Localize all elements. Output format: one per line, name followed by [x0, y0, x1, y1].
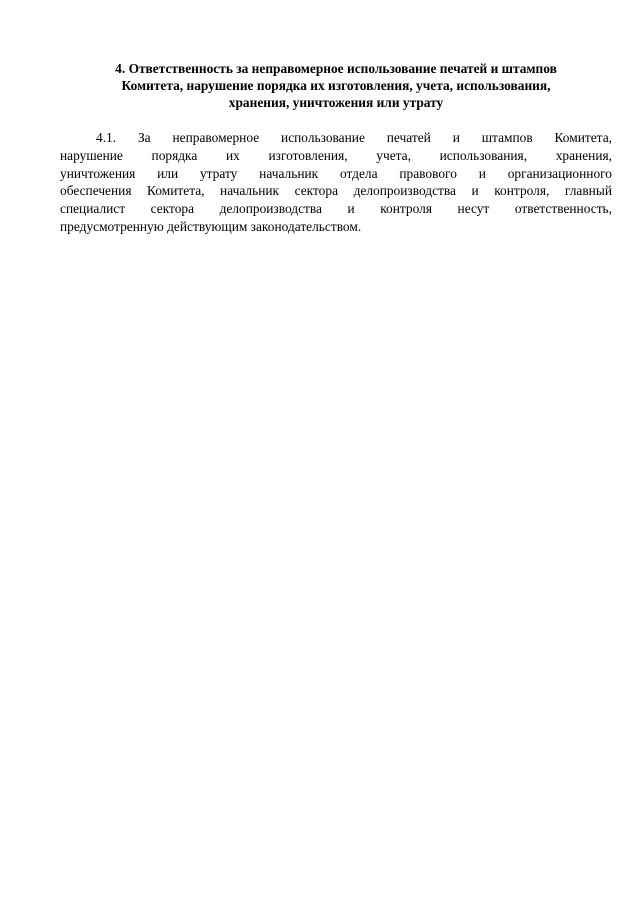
section-heading-line: хранения, уничтожения или утрату [228, 95, 444, 110]
paragraph-4-1 [60, 129, 612, 236]
paragraph-line: уничтожения или утрату начальник отдела правового и организационного [60, 165, 612, 181]
paragraph-line: 4.1. За неправомерное использование печатей и штампов Комитета, [96, 130, 612, 145]
section-heading-line: Комитета, нарушение порядка их изготовления, учета, использования, [121, 78, 551, 93]
section-heading-line: 4. Ответственность за неправомерное использование печатей и штампов [115, 61, 557, 76]
paragraph-line: обеспечения Комитета, начальник сектора делопроизводства и контроля, главный [60, 183, 612, 199]
paragraph-line: специалист сектора делопроизводства и контроля несут ответственность, [60, 201, 612, 217]
paragraph-line: предусмотренную действующим законодательством. [60, 218, 362, 234]
paragraph-line: нарушение порядка их изготовления, учета, использования, хранения, [60, 147, 612, 163]
section-heading [60, 60, 612, 111]
